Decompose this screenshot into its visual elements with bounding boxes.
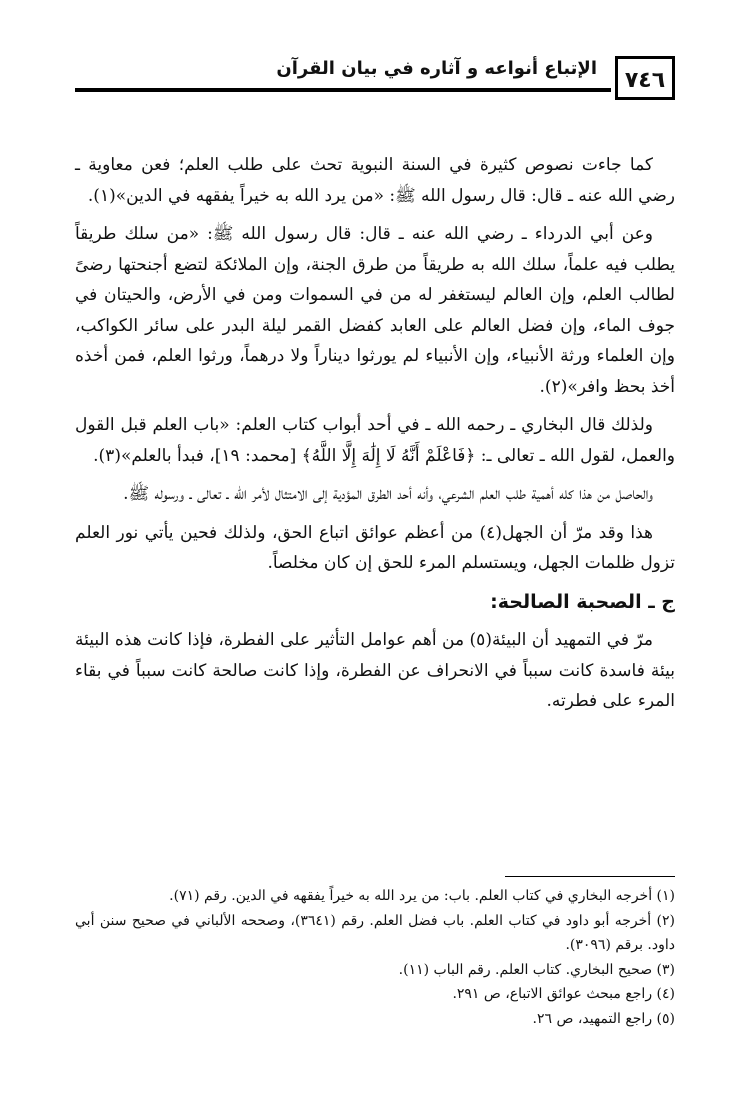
footnote-2: (٢) أخرجه أبو داود في كتاب العلم. باب فضل العلم. رقم (٣٦٤١)، وصححه الألباني في صحيح سنن أبي داود. برقم (٣٠٩٦). bbox=[75, 912, 675, 953]
paragraph-1: كما جاءت نصوص كثيرة في السنة النبوية تحث على طلب العلم؛ فعن معاوية ـ رضي الله عنه ـ قال: قال رسول الله ﷺ: «من يرد الله به خيراً يفقهه في الدين»(١). bbox=[75, 155, 675, 206]
paragraph-2: وعن أبي الدرداء ـ رضي الله عنه ـ قال: قال رسول الله ﷺ: «من سلك طريقاً يطلب فيه علماً، سلك الله به طريقاً من طرق الجنة، وإن الملائكة لتضع أجنحتها رضىً لطالب العلم، وإن العالم ليستغفر له من في السموات ومن في الأرض، والحيتان في جوف الماء، وإن فضل العالم على العابد كفضل القمر ليلة البدر على سائر الكواكب، وإن العلماء ورثة الأنبياء، وإن الأنبياء لم يورثوا ديناراً ولا درهماً، ورثوا العلم، فمن أخذه أخذ بحظ وافر»(٢). bbox=[75, 224, 675, 397]
paragraph-5: هذا وقد مرّ أن الجهل(٤) من أعظم عوائق اتباع الحق، ولذلك فحين يأتي نور العلم تزول ظلمات الجهل، ويستسلم المرء للحق إن كان مخلصاً. bbox=[75, 522, 675, 573]
page-header bbox=[75, 56, 675, 102]
header-rule bbox=[75, 88, 611, 92]
page-number: ٧٤٦ bbox=[615, 56, 675, 100]
footnote-4: (٤) راجع مبحث عوائق الاتباع، ص ٢٩١. bbox=[452, 986, 675, 1002]
paragraph-6: مرّ في التمهيد أن البيئة(٥) من أهم عوامل التأثير على الفطرة، فإذا كانت هذه البيئة بيئة فاسدة كانت سبباً في الانحراف عن الفطرة، وإذا كانت صالحة كانت سبباً في بقاء المرء على فطرته. bbox=[75, 630, 675, 711]
footnote-separator bbox=[505, 876, 675, 877]
footnote-3: (٣) صحيح البخاري. كتاب العلم. رقم الباب (١١). bbox=[398, 961, 675, 978]
running-title: الإتباع أنواعه و آثاره في بيان القرآن bbox=[276, 58, 597, 79]
main-text bbox=[75, 150, 675, 725]
footnote-5: (٥) راجع التمهيد، ص ٢٦. bbox=[532, 1010, 675, 1027]
paragraph-3: ولذلك قال البخاري ـ رحمه الله ـ في أحد أبواب كتاب العلم: «باب العلم قبل القول والعمل، لقول الله ـ تعالى ـ: ﴿فَاعْلَمْ أَنَّهُ لَا إِلَٰهَ إِلَّا اللَّهُ﴾ [محمد: ١٩]، فبدأ بالعلم»(٣). bbox=[75, 415, 675, 466]
footnotes bbox=[75, 884, 675, 1031]
footnote-1: (١) أخرجه البخاري في كتاب العلم. باب: من يرد الله به خيراً يفقهه في الدين. رقم (٧١). bbox=[169, 888, 675, 904]
paragraph-4: والحاصل من هذا كله أهمية طلب العلم الشرعي، وأنه أحد الطرق المؤدية إلى الامتثال لأمر الله ـ تعالى ـ ورسوله ﷺ. bbox=[123, 484, 653, 504]
section-heading: ج ـ الصحبة الصالحة: bbox=[490, 590, 675, 613]
